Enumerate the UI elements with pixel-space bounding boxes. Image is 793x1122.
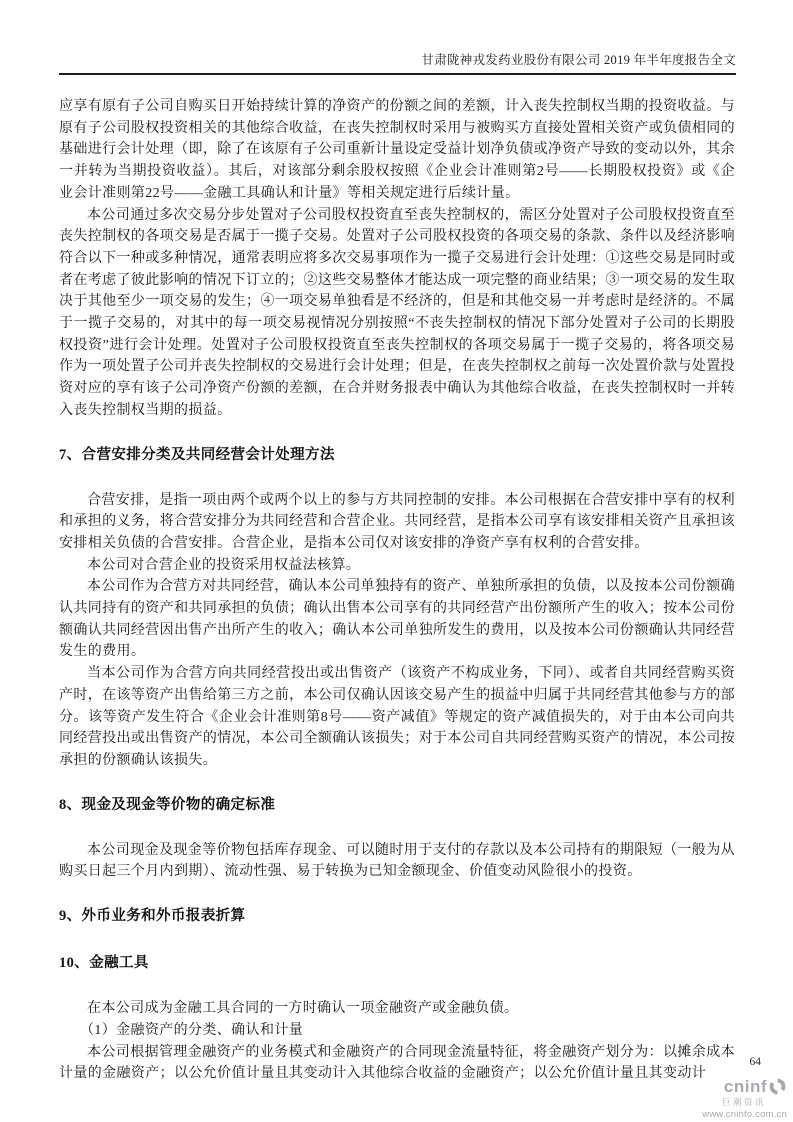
paragraph: 本公司现金及现金等价物包括库存现金、可以随时用于支付的存款以及本公司持有的期限短（一般为从购买日起三个月内到期）、流动性强、易于转换为已知金额现金、价值变动风险很小的投资。	[59, 842, 735, 880]
paragraph: 本公司通过多次交易分步处置对子公司股权投资直至丧失控制权的，需区分处置对子公司股权投资直至丧失控制权的各项交易是否属于一揽子交易。处置对子公司股权投资的各项交易的条款、条件以及经济影响符合以下一种或多种情况，通常表明应将多次交易事项作为一揽子交易进行会计处理：①这些交易是同时或者在考虑了彼此影响的情况下订立的；②这些交易整体才能达成一项完整的商业结果；③一项交易的发生取决于其他至少一项交易的发生；④一项交易单独看是不经济的，但是和其他交易一并考虑时是经济的。不属于一揽子交易的，对其中的每一项交易视情况分别按照“不丧失控制权的情况下部分处置对子公司的长期股权投资”进行会计处理。处置对子公司股权投资直至丧失控制权的各项交易属于一揽子交易的，将各项交易作为一项处置子公司并丧失控制权的交易进行会计处理；但是，在丧失控制权之前每一次处置价款与处置投资对应的享有该子公司净资产份额的差额，在合并财务报表中确认为其他综合收益，在丧失控制权时一并转入丧失控制权当期的损益。	[59, 207, 735, 418]
section-heading-10: 10、金融工具	[59, 955, 149, 972]
paragraph: 应享有原有子公司自购买日开始持续计算的净资产的份额之间的差额，计入丧失控制权当期的投资收益。与原有子公司股权投资相关的其他综合收益，在丧失控制权时采用与被购买方直接处置相关资产或负债相同的基础进行会计处理（即，除了在该原有子公司重新计量设定受益计划净负债或净资产导致的变动以外，其余一并转为当期投资收益）。其后，对该部分剩余股权按照《企业会计准则第2号——长期股权投资》或《企业会计准则第22号——金融工具确认和计量》等相关规定进行后续计量。	[59, 99, 735, 201]
paragraph: 合营安排，是指一项由两个或两个以上的参与方共同控制的安排。本公司根据在合营安排中享有的权利和承担的义务，将合营安排分为共同经营和合营企业。共同经营，是指本公司享有该安排相关资产且承担该安排相关负债的合营安排。合营企业，是指本公司仅对该安排的净资产享有权利的合营安排。	[59, 492, 735, 551]
page-header	[59, 50, 736, 75]
cninfo-brand-chinese: 巨潮资讯	[721, 1097, 766, 1107]
paragraph: （1）金融资产的分类、确认和计量	[80, 1022, 304, 1038]
paragraph: 本公司作为合营方对共同经营，确认本公司单独持有的资产、单独所承担的负债，以及按本公司份额确认共同持有的资产和共同承担的负债；确认出售本公司享有的共同经营产出份额所产生的收入；按本公司份额确认共同经营因出售产出所产生的收入；确认本公司单独所发生的费用，以及按本公司份额确认共同经营发生的费用。	[59, 579, 735, 660]
paragraph: 在本公司成为金融工具合同的一方时确认一项金融资产或金融负债。	[87, 1001, 519, 1017]
cninfo-watermark	[702, 1077, 787, 1119]
page-number: 64	[749, 1056, 761, 1068]
paragraph: 本公司对合营企业的投资采用权益法核算。	[87, 557, 361, 573]
section-heading-7: 7、合营安排分类及共同经营会计处理方法	[59, 446, 335, 463]
cninfo-brand-url: www.cninfo.com.cn	[702, 1108, 787, 1120]
cninfo-brand-name: cninf	[723, 1077, 767, 1096]
paragraph: 当本公司作为合营方向共同经营投出或出售资产（该资产不构成业务，下同）、或者自共同经营购买资产时，在该等资产出售给第三方之前，本公司仅确认因该交易产生的损益中归属于共同经营其他参与方的部分。该等资产发生符合《企业会计准则第8号——资产减值》等规定的资产减值损失的，对于由本公司向共同经营投出或出售资产的情况，本公司全额确认该损失；对于本公司自共同经营购买资产的情况，本公司按承担的份额确认该损失。	[59, 666, 735, 768]
cninfo-brand-row	[702, 1077, 787, 1096]
document-body	[59, 96, 735, 1085]
cninfo-swirl-icon	[768, 1077, 787, 1096]
section-heading-9: 9、外币业务和外币报表折算	[59, 908, 246, 925]
paragraph: 本公司根据管理金融资产的业务模式和金融资产的合同现金流量特征，将金融资产划分为：以摊余成本计量的金融资产；以公允价值计量且其变动计入其他综合收益的金融资产；以公允价值计量且其变动计	[59, 1044, 735, 1082]
section-heading-8: 8、现金及现金等价物的确定标准	[59, 796, 276, 813]
report-header-title: 甘肃陇神戎发药业股份有限公司 2019 年半年度报告全文	[421, 53, 736, 67]
